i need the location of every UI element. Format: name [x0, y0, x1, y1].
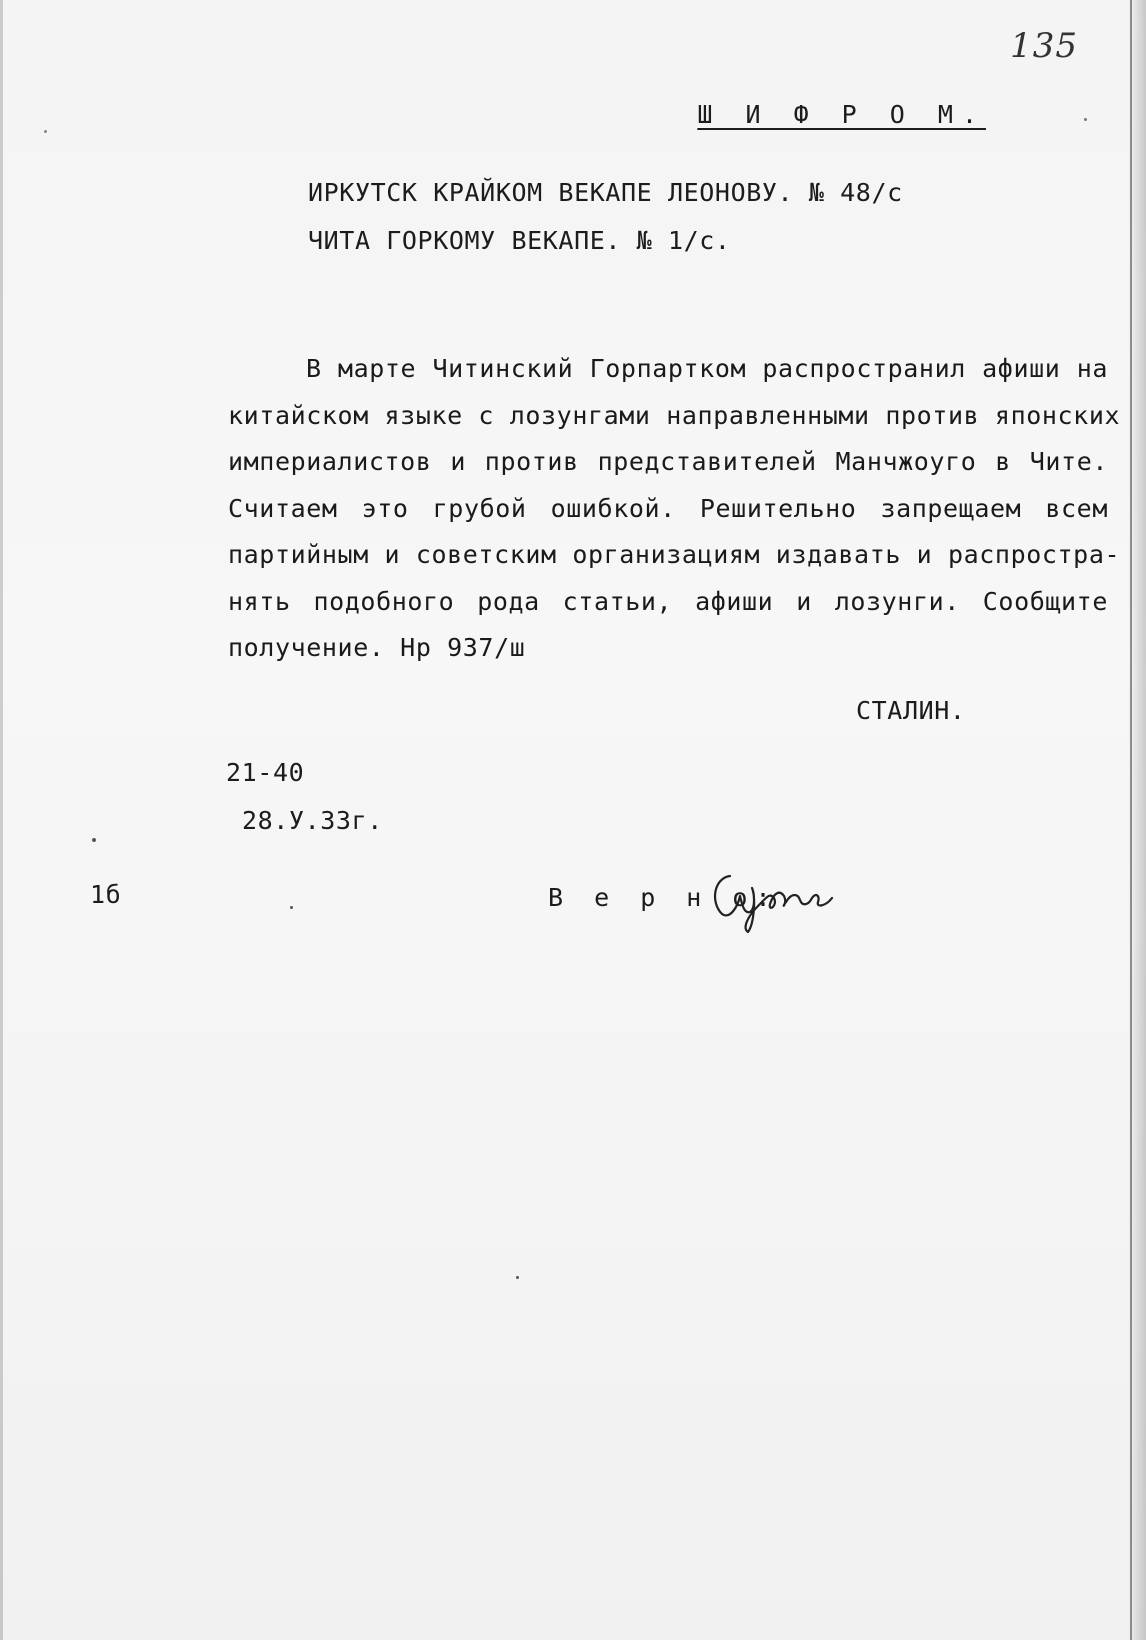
paper-speck [92, 838, 96, 842]
body-line-4: Считаем это грубой ошибкой. Решительно запрещаем всем [228, 493, 1108, 523]
dispatch-date: 28.У.33г. [242, 806, 383, 835]
body-line-3: империалистов и против представителей Манчжоуго в Чите. [228, 447, 1108, 476]
body-line-5: партийным и советским организациям издавать и распростра- [228, 540, 1121, 569]
certified-label: В е р н о: [548, 883, 779, 912]
paper-speck [1084, 118, 1087, 121]
body-line-6: нять подобного рода статьи, афиши и лозунги. Сообщите [228, 586, 1108, 616]
body-line-2: китайском языке с лозунгами направленными против японских [228, 400, 1121, 430]
dispatch-time: 21-40 [226, 758, 305, 787]
signatory-name: СТАЛИН. [856, 696, 966, 725]
page-right-edge [1130, 0, 1132, 1640]
body-line-7: получение. Нр 937/ш [228, 633, 526, 662]
addressee-line-2: ЧИТА ГОРКОМУ ВЕКАПЕ. № 1/с. [308, 226, 731, 255]
handwritten-signature [708, 862, 838, 934]
archive-page-number: 135 [1010, 26, 1078, 66]
paper-speck [44, 130, 47, 133]
paper-speck [516, 1276, 519, 1279]
copy-number: 1б [90, 880, 122, 909]
addressee-line-1: ИРКУТСК КРАЙКОМ ВЕКАПЕ ЛЕОНОВУ. № 48/с [308, 178, 903, 207]
paper-speck [290, 906, 293, 909]
body-line-1: В марте Читинский Горпартком распространил афиши на [306, 354, 1108, 383]
page-left-edge [0, 0, 3, 1640]
telegram-body [228, 346, 1121, 672]
cipher-heading: Ш И Ф Р О М. [697, 100, 986, 129]
